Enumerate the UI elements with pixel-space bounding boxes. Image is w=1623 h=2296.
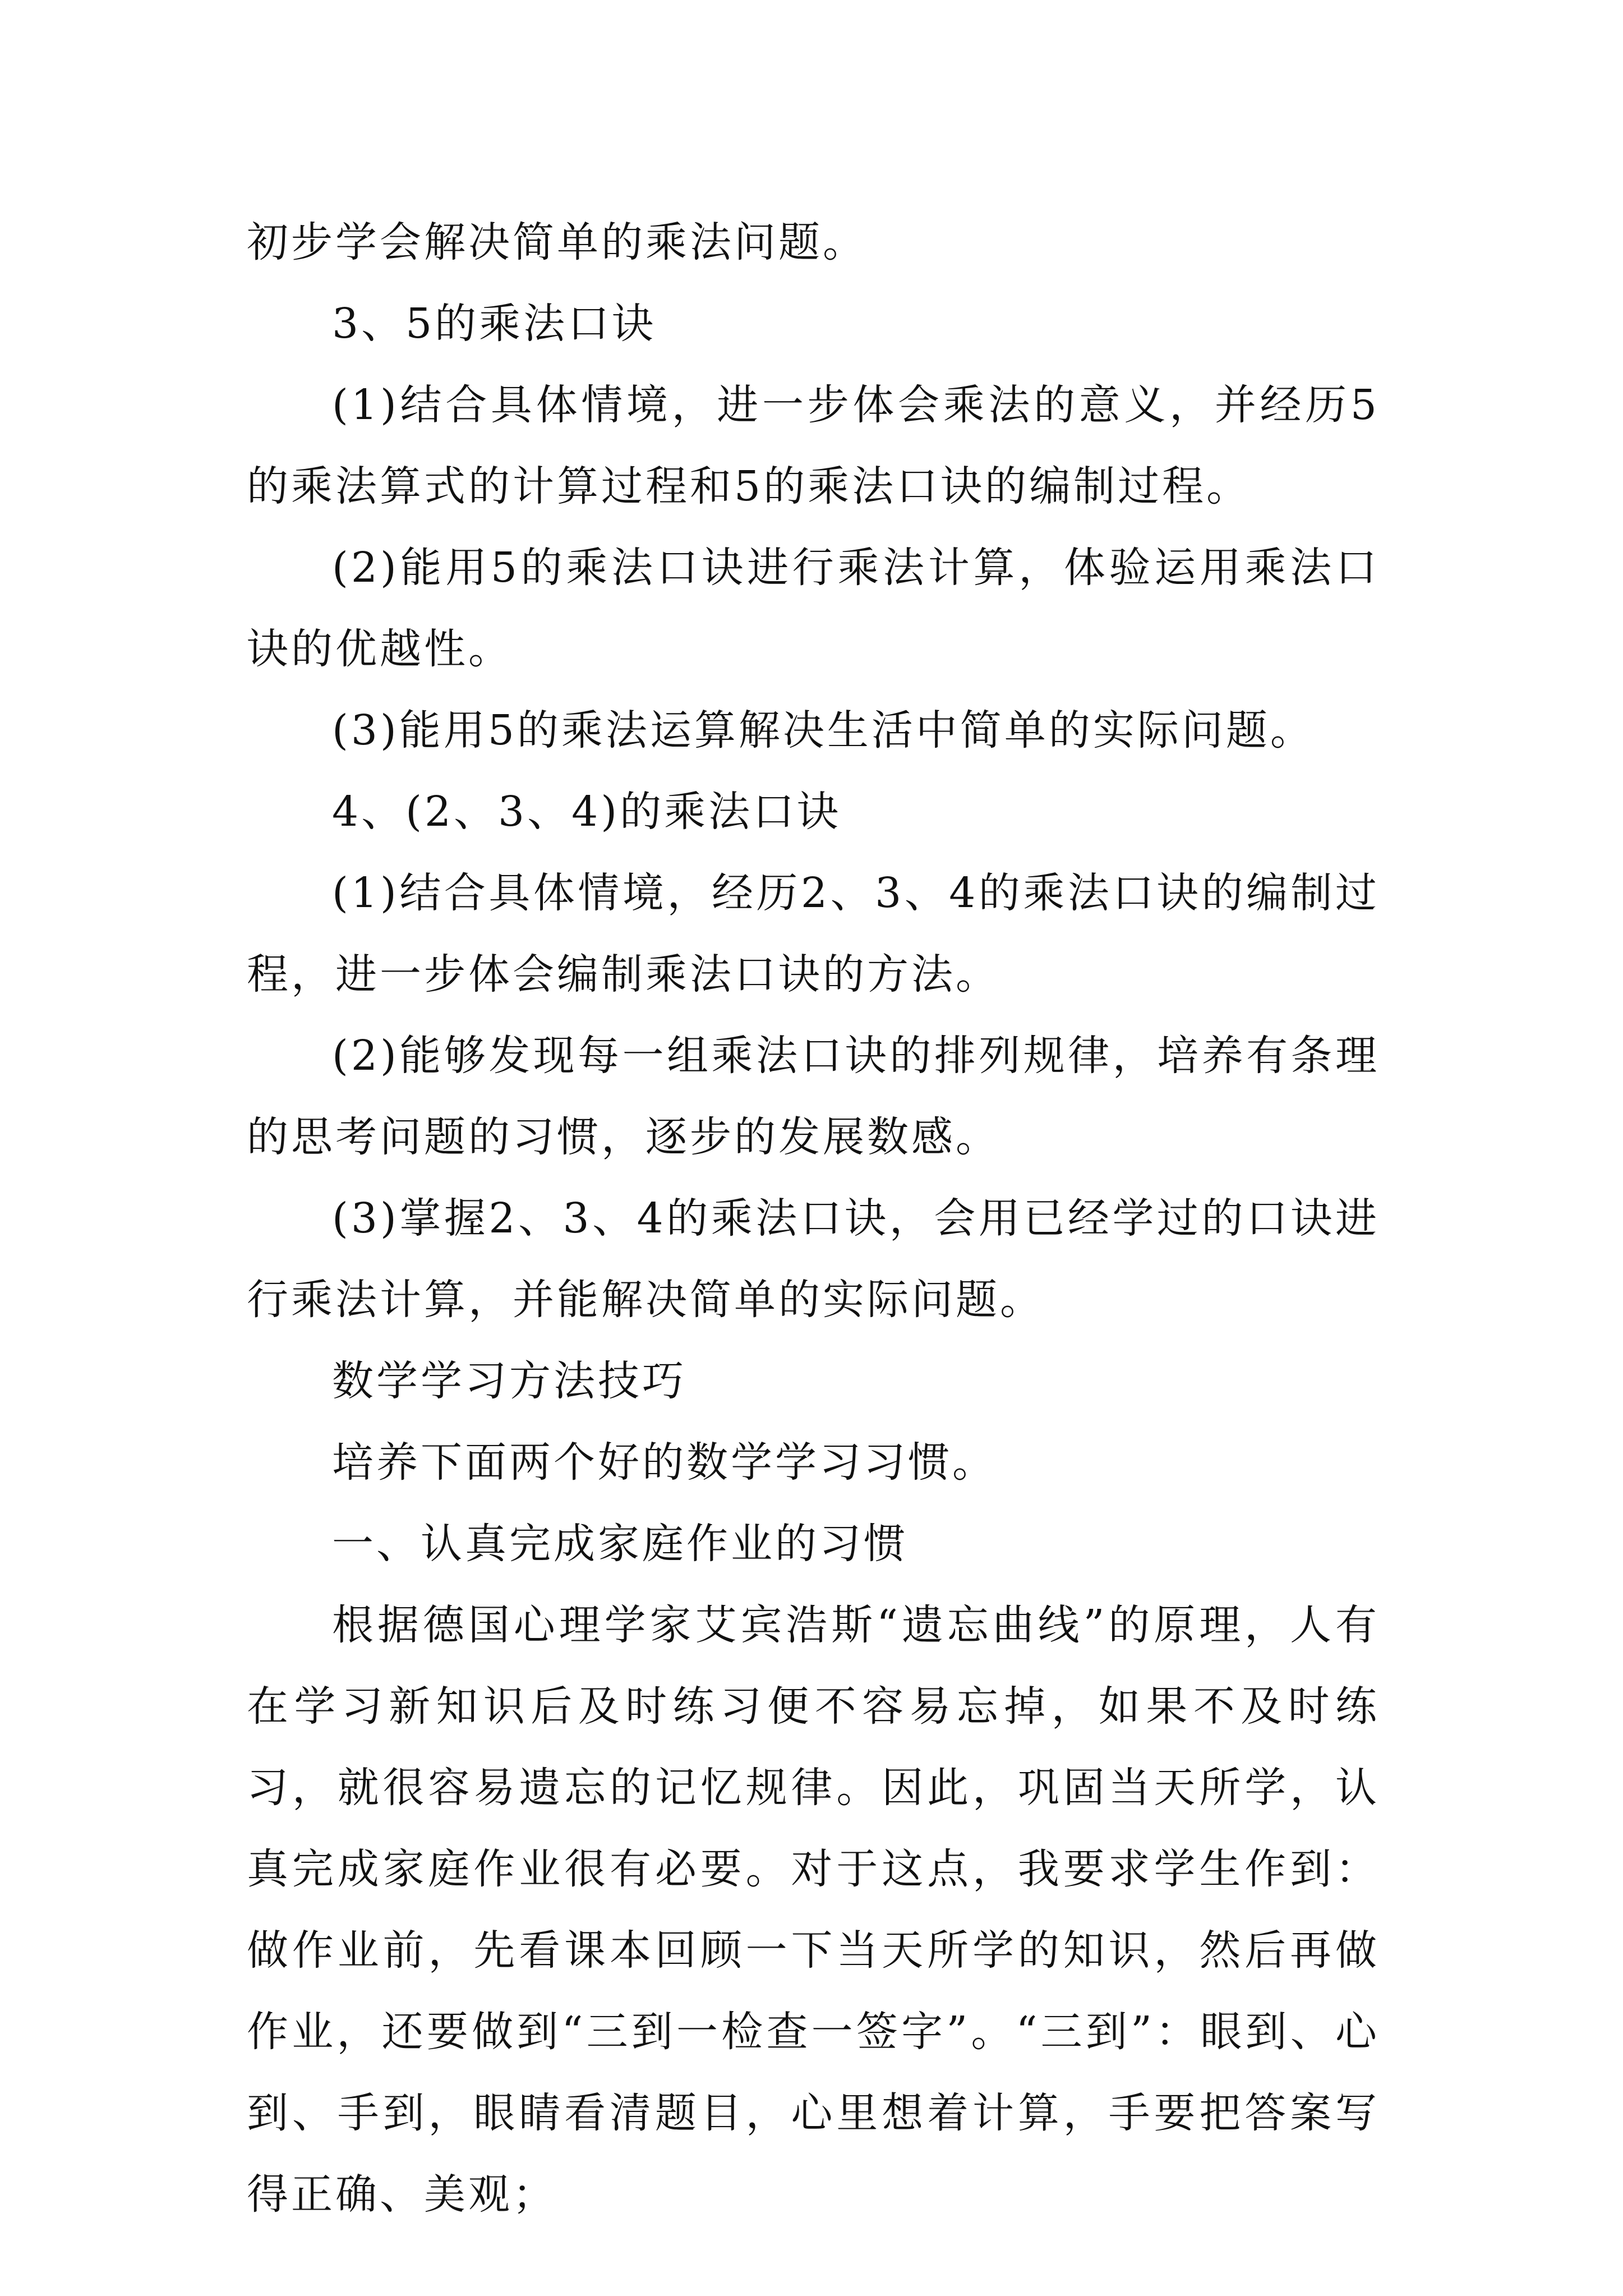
paragraph-objective: (2)能用5的乘法口诀进行乘法计算，体验运用乘法口诀的优越性。 [247, 544, 1380, 673]
paragraph-intro: 培养下面两个好的数学学习习惯。 [332, 1438, 997, 1487]
section-heading-study-tips: 数学学习方法技巧 [332, 1357, 686, 1405]
paragraph-objective: (1)结合具体情境，进一步体会乘法的意义，并经历5的乘法算式的计算过程和5的乘法口诀的编制过程。 [247, 381, 1380, 510]
section-heading-multiplication-5: 3、5的乘法口诀 [332, 300, 657, 348]
paragraph-objective: (3)掌握2、3、4的乘法口诀，会用已经学过的口诀进行乘法计算，并能解决简单的实际问题。 [247, 1194, 1380, 1324]
section-heading-multiplication-234: 4、(2、3、4)的乘法口诀 [332, 788, 842, 836]
section-heading-homework-habit: 一、认真完成家庭作业的习惯 [332, 1520, 908, 1568]
paragraph-continuation: 初步学会解决简单的乘法问题。 [247, 218, 867, 266]
paragraph-objective: (1)结合具体情境，经历2、3、4的乘法口诀的编制过程，进一步体会编制乘法口诀的方法。 [247, 869, 1380, 999]
document-page [247, 202, 1380, 2235]
paragraph-body: 根据德国心理学家艾宾浩斯“遗忘曲线”的原理，人有在学习新知识后及时练习便不容易忘掉，如果不及时练习，就很容易遗忘的记忆规律。因此，巩固当天所学，认真完成家庭作业很有必要。对于这点，我要求学生作到：做作业前，先看课本回顾一下当天所学的知识，然后再做作业，还要做到“三到一检查一签字”。“三到”：眼到、心到、手到，眼睛看清题目，心里想着计算，手要把答案写得正确、美观； [247, 1601, 1380, 2219]
paragraph-objective: (2)能够发现每一组乘法口诀的排列规律，培养有条理的思考问题的习惯，逐步的发展数感。 [247, 1032, 1380, 1161]
paragraph-objective: (3)能用5的乘法运算解决生活中简单的实际问题。 [332, 706, 1315, 754]
